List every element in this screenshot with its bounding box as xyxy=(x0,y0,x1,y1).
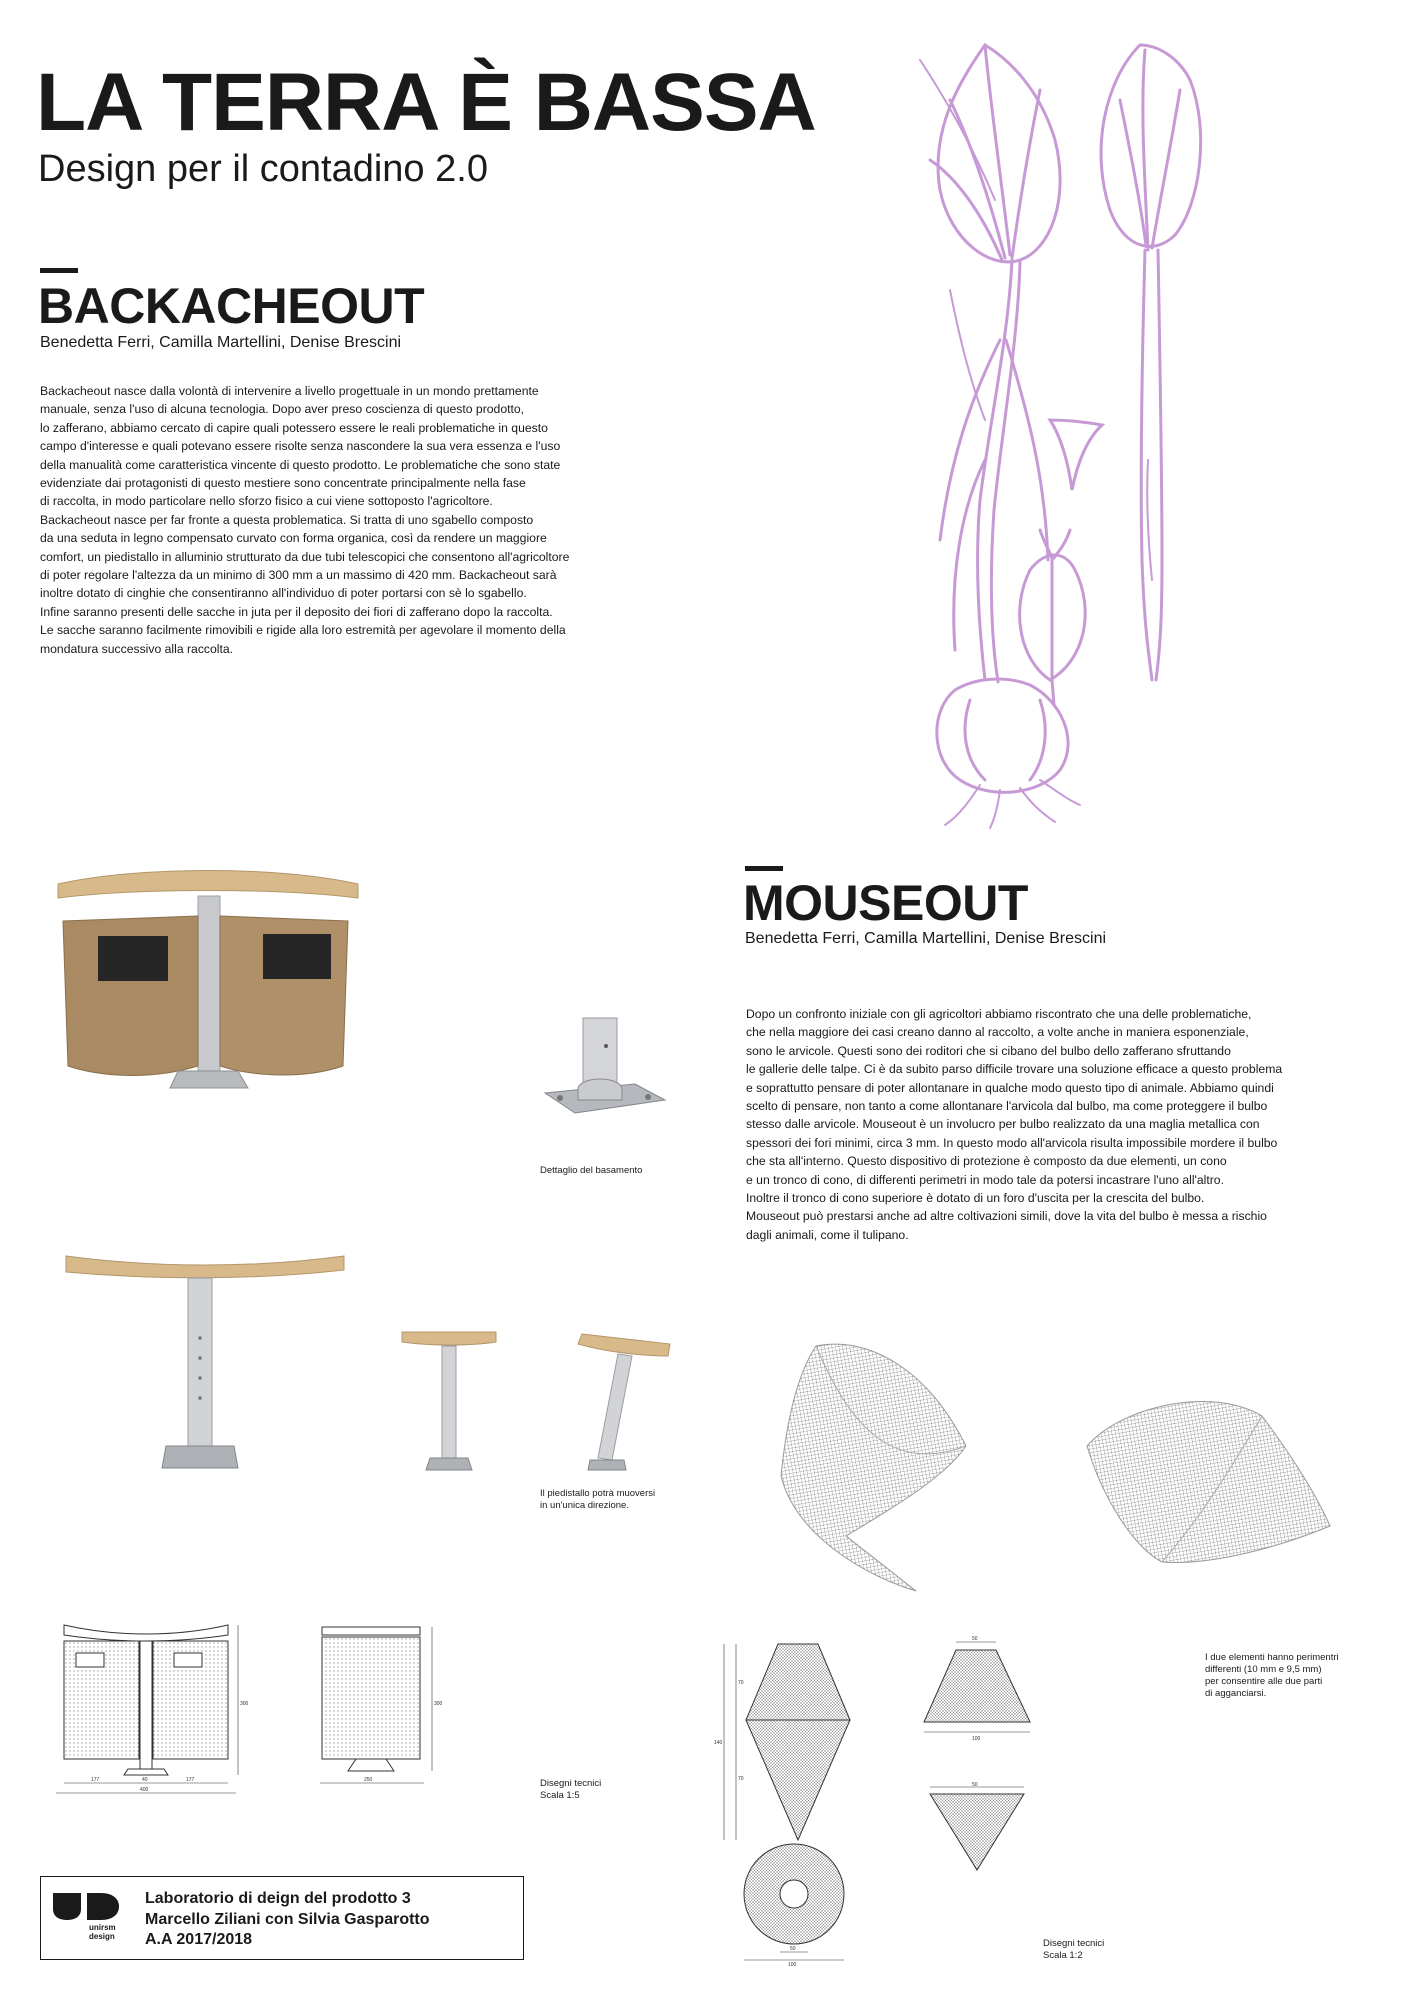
mouseout-description: Dopo un confronto iniziale con gli agricoltori abbiamo riscontrato che una delle problematiche, che nella maggiore dei casi creano danno al raccolto, a volte anche in maniera esponenziale, sono le arvicole. Questi sono dei roditori che si cibano del bulbo dello zafferano sfruttando le gallerie delle talpe. Ci è da subito parso difficile trovare una soluzione efficace a questo problema e soprattutto pensare di poter allontanare in qualche modo questo tipo di animale. Abbiamo quindi scelto di pensare, non tanto a come allontanare l'arvicola dal bulbo, ma come proteggere il bulbo stesso dalle arvicole. Mouseout è un involucro per bulbo realizzato da una maglia metallica con spessori dei fori minimi, circa 3 mm. In questo modo all'arvicola risulta impossibile mordere il bulbo che sta all'interno. Questo dispositivo di protezione è composto da due elementi, un cono e un tronco di cono, di differenti perimetri in modo tale da potersi incastrare l'uno all'altro. Inoltre il tronco di cono superiore è dotato di un foro d'uscita per la crescita del bulbo. Mouseout può prestarsi anche ad altre coltivazioni simili, dove la vita del bulbo è messa a rischio dagli animali, come il tulipano. xyxy=(746,1007,1283,1242)
logo-mark-icon xyxy=(51,1891,125,1921)
pedestal-caption: Il piedistallo potrà muoversi in un'unica direzione. xyxy=(540,1488,656,1511)
mouseout-technical-drawing-truncated-cone xyxy=(922,1636,1034,1746)
backacheout-technical-drawing-front xyxy=(56,1625,249,1795)
university-logo xyxy=(51,1891,125,1949)
section-bar xyxy=(745,866,783,871)
crocus-illustration xyxy=(890,40,1230,830)
backacheout-heading: BACKACHEOUT xyxy=(38,278,425,334)
mouseout-heading: MOUSEOUT xyxy=(743,875,1028,931)
backacheout-authors: Benedetta Ferri, Camilla Martellini, Denise Brescini xyxy=(40,334,402,351)
mouseout-technical-drawing-top-view xyxy=(738,1842,850,1966)
dimension-label: 70 xyxy=(738,1680,744,1686)
dimension-label: 177 xyxy=(186,1777,195,1783)
dimension-label: 50 xyxy=(972,1782,978,1788)
backacheout-technical-drawing-side xyxy=(320,1625,450,1795)
dimension-label: 300 xyxy=(240,1701,249,1707)
dimension-label: 100 xyxy=(972,1736,981,1742)
section-bar xyxy=(40,268,78,273)
stool-render-upright xyxy=(400,1330,500,1480)
dimension-label: 177 xyxy=(91,1777,100,1783)
base-detail-caption: Dettaglio del basamento xyxy=(540,1165,643,1176)
mouseout-drawings-caption: Disegni tecnici Scala 1:2 xyxy=(1043,1938,1105,1961)
stool-render-large xyxy=(66,1248,346,1478)
dimension-label: 100 xyxy=(788,1962,797,1968)
logo-text: unirsm design xyxy=(89,1923,116,1941)
dimension-label: 140 xyxy=(714,1740,723,1746)
dimension-label: 300 xyxy=(434,1701,443,1707)
mouseout-technical-drawing-assembly xyxy=(714,1640,854,1850)
mesh-truncated-cone-render xyxy=(1082,1386,1334,1568)
mesh-cone-render xyxy=(776,1336,976,1598)
poster-title: LA TERRA È BASSA xyxy=(36,57,816,148)
stool-render-tilted xyxy=(576,1330,676,1480)
poster-subtitle: Design per il contadino 2.0 xyxy=(38,148,488,190)
backacheout-drawings-caption: Disegni tecnici Scala 1:5 xyxy=(540,1778,602,1801)
dimension-label: 50 xyxy=(972,1636,978,1642)
dimension-label: 70 xyxy=(738,1776,744,1782)
stool-with-bags-render xyxy=(58,866,358,1106)
dimension-label: 250 xyxy=(364,1777,373,1783)
elements-caption: I due elementi hanno perimentri differenti (10 mm e 9,5 mm) per consentire alle due parti di agganciarsi. xyxy=(1205,1652,1339,1699)
dimension-label: 40 xyxy=(142,1777,148,1783)
course-info: Laboratorio di deign del prodotto 3 Marcello Ziliani con Silvia Gasparotto A.A 2017/2018 xyxy=(145,1890,430,1948)
mouseout-technical-drawing-cone xyxy=(926,1784,1028,1874)
backacheout-description: Backacheout nasce dalla volontà di intervenire a livello progettuale in un mondo prettamente manuale, senza l'uso di alcuna tecnologia. Dopo aver preso coscienza di questo prodotto, lo zafferano, abbiamo cercato di capire quali potessero essere le reali problematiche in questo campo d'interesse e quali potevano essere risolte senza nascondere la sua vera essenza e l'uso della manualità come caratteristica vincente di questo prodotto. Le problematiche che sono state evidenziate dai protagonisti di questo mestiere sono concentrate principalmente nella fase di raccolta, in modo particolare nello sforzo fisico a cui viene sottoposto l'agricoltore. Backacheout nasce per far fronte a questa problematica. Si tratta di uno sgabello composto da una seduta in legno compensato curvato con forma organica, così da rendere un maggiore comfort, un piedistallo in alluminio strutturato da due tubi telescopici che consentono all'agricoltore di poter regolare l'altezza da un minimo di 300 mm a un massimo di 420 mm. Backacheout sarà inoltre dotato di cinghie che consentiranno all'individuo di poter portarsi con sè lo sgabello. Infine saranno presenti delle sacche in juta per il deposito dei fiori di zafferano dopo la raccolta. Le sacche saranno facilmente rimovibili e rigide alla loro estremità per agevolare il momento della mondatura successivo alla raccolta. xyxy=(40,384,570,656)
base-detail-render xyxy=(540,1018,670,1128)
footer-course-box xyxy=(40,1876,524,1960)
mouseout-authors: Benedetta Ferri, Camilla Martellini, Denise Brescini xyxy=(745,930,1107,947)
dimension-label: 50 xyxy=(790,1946,796,1952)
dimension-label: 400 xyxy=(140,1787,149,1793)
